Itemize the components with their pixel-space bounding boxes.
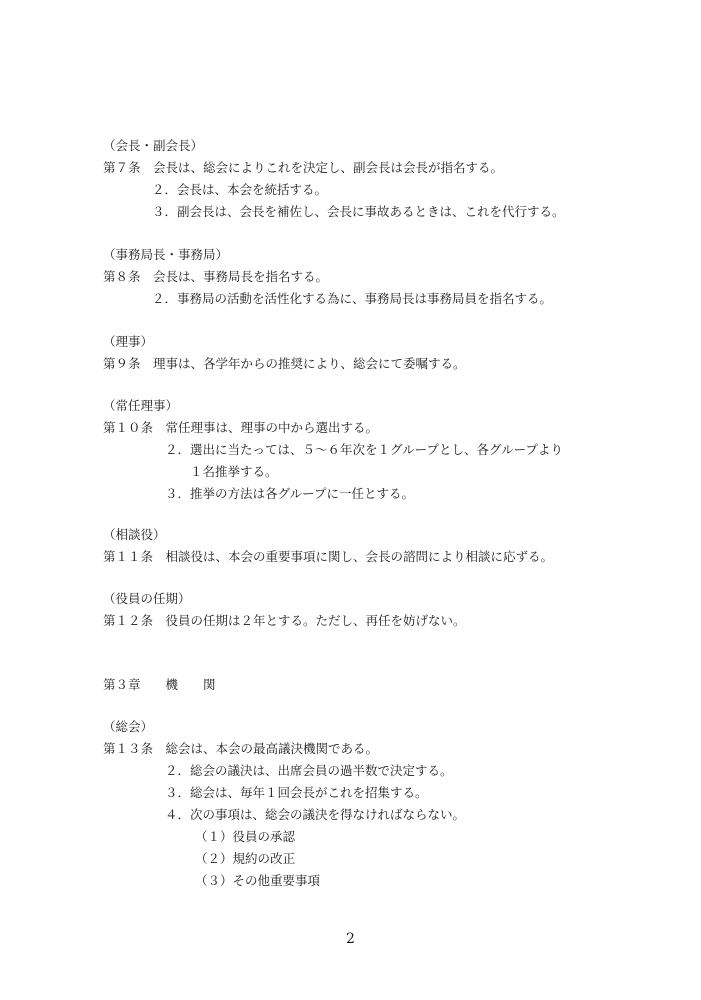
article-9: 第９条 理事は、各学年からの推奨により、総会にて委嘱する。 (103, 356, 466, 371)
article-8-item-2: ２．事務局の活動を活性化する為に、事務局長は事務局員を指名する。 (152, 291, 553, 306)
article-12: 第１２条 役員の任期は２年とする。ただし、再任を妨げない。 (103, 613, 466, 628)
article-8: 第８条 会長は、事務局長を指名する。 (103, 269, 329, 284)
article-10-item-3: ３．推挙の方法は各グループに一任とする。 (165, 486, 415, 501)
section-heading: （役員の任期） (103, 591, 191, 606)
article-7-item-2: ２．会長は、本会を統括する。 (152, 182, 328, 197)
article-13-item-4: ４．次の事項は、総会の議決を得なければならない。 (165, 807, 466, 822)
section-heading: （総会） (103, 719, 154, 734)
section-heading: （会長・副会長） (103, 138, 204, 153)
article-13-item-2: ２．総会の議決は、出席会員の過半数で決定する。 (165, 763, 453, 778)
article-13-item-3: ３．総会は、毎年１回会長がこれを招集する。 (165, 785, 428, 800)
article-10: 第１０条 常任理事は、理事の中から選出する。 (103, 420, 379, 435)
page-number: 2 (346, 931, 355, 947)
article-13-subitem-2: （２）規約の改正 (195, 851, 296, 866)
article-10-item-2-continued: １名推挙する。 (190, 464, 278, 479)
article-7-item-3: ３．副会長は、会長を補佐し、会長に事故あるときは、これを代行する。 (152, 204, 565, 219)
section-heading: （理事） (103, 334, 154, 349)
section-heading: （事務局長・事務局） (103, 247, 229, 262)
article-10-item-2: ２．選出に当たっては、５～６年次を１グループとし、各グループより (165, 442, 564, 457)
article-13-subitem-1: （１）役員の承認 (195, 829, 296, 844)
article-13: 第１３条 総会は、本会の最高議決機関である。 (103, 741, 379, 756)
article-7: 第７条 会長は、総会によりこれを決定し、副会長は会長が指名する。 (103, 160, 504, 175)
article-11: 第１１条 相談役は、本会の重要事項に関し、会長の諮問により相談に応ずる。 (103, 549, 554, 564)
chapter-title: 第３章 機 関 (103, 677, 216, 692)
article-13-subitem-3: （３）その他重要事項 (195, 873, 321, 888)
section-heading: （常任理事） (103, 398, 179, 413)
section-heading: （相談役） (103, 527, 166, 542)
